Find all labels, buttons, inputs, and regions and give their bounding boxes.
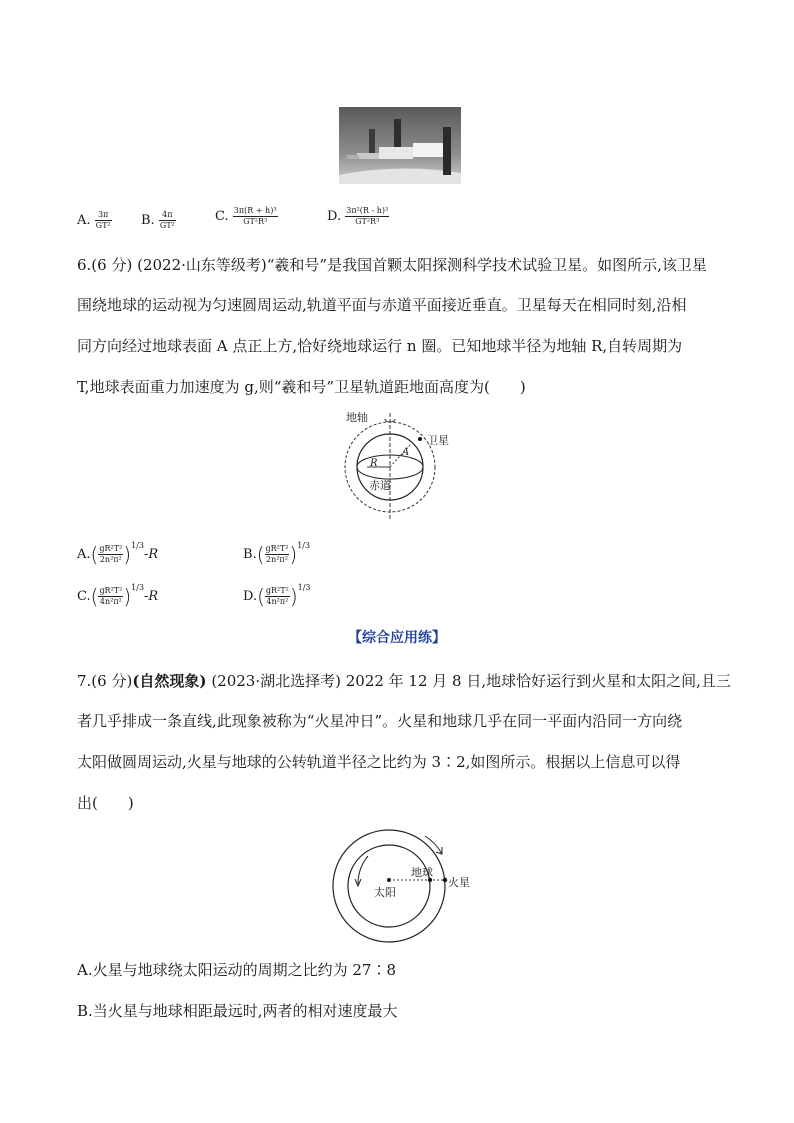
svg-text:R: R bbox=[370, 458, 378, 469]
q6-option-c[interactable]: C.( $\frac{\text{gR²T²}}{\text{4n²π²}}$ )$^{1/3}$-R bbox=[77, 583, 159, 609]
q5-d-fraction: $\frac{\text{3π²(R - h)³}}{\text{GT²R³}}$ bbox=[346, 206, 389, 226]
q5-option-b[interactable]: B. $\frac{4\pi}{\text{GT²}}$ bbox=[141, 210, 175, 230]
mars-dot bbox=[443, 878, 447, 882]
q7-option-a[interactable]: A.火星与地球绕太阳运动的周期之比约为 27∶8 bbox=[77, 961, 397, 979]
space-station-photo bbox=[339, 107, 461, 184]
q5-b-fraction: $\frac{4\pi}{\text{GT²}}$ bbox=[159, 210, 175, 230]
q5-option-d[interactable]: D. $\frac{\text{3π²(R - h)³}}{\text{GT²R³}}$ bbox=[327, 206, 389, 226]
svg-text:赤道: 赤道 bbox=[369, 479, 391, 492]
q6-option-d[interactable]: D.( $\frac{\text{gR²T²}}{\text{4n²π²}}$ )$^{1/3}$ bbox=[243, 583, 311, 609]
svg-text:地轴: 地轴 bbox=[346, 411, 368, 424]
q5-a-fraction: $\frac{3\pi}{\text{GT²}}$ bbox=[95, 210, 111, 230]
solar-orbits-figure bbox=[328, 826, 478, 946]
q7-stem-line-4: 出( ) bbox=[77, 794, 134, 812]
satellite-dot bbox=[418, 437, 422, 441]
svg-text:地球: 地球 bbox=[411, 866, 433, 879]
svg-text:卫星: 卫星 bbox=[427, 434, 449, 447]
q7-stem-line-1: 7.(6 分)(自然现象) (2023·湖北选择考) 2022 年 12 月 8 日,地球恰好运行到火星和太阳之间,且三 bbox=[77, 672, 731, 690]
q6-stem-line-4: T,地球表面重力加速度为 g,则“羲和号”卫星轨道距地面高度为( ) bbox=[77, 378, 526, 396]
q7-option-b[interactable]: B.当火星与地球相距最远时,两者的相对速度最大 bbox=[77, 1002, 398, 1020]
q7-stem-line-2: 者几乎排成一条直线,此现象被称为“火星冲日”。火星和地球几乎在同一平面内沿同一方向绕 bbox=[77, 712, 683, 730]
section-title: 【综合应用练】 bbox=[348, 630, 446, 646]
svg-text:A: A bbox=[402, 447, 410, 458]
q5-option-a[interactable]: A. $\frac{3\pi}{\text{GT²}}$ bbox=[77, 210, 111, 230]
svg-text:火星: 火星 bbox=[448, 876, 470, 889]
q6-option-b[interactable]: B.( $\frac{\text{gR²T²}}{\text{2n²π²}}$ )$^{1/3}$ bbox=[243, 541, 311, 567]
q5-c-fraction: $\frac{\text{3π(R + h)³}}{\text{GT²R³}}$ bbox=[233, 206, 277, 226]
q7-stem-line-3: 太阳做圆周运动,火星与地球的公转轨道半径之比约为 3∶2,如图所示。根据以上信息可以得 bbox=[77, 753, 681, 771]
q6-option-a[interactable]: A.( $\frac{\text{gR²T²}}{\text{2n²π²}}$ )$^{1/3}$-R bbox=[77, 541, 159, 567]
q6-stem-line-2: 围绕地球的运动视为匀速圆周运动,轨道平面与赤道平面接近垂直。卫星每天在相同时刻,沿相 bbox=[77, 296, 687, 314]
q6-stem-line-1: 6.(6 分) (2022·山东等级考)“羲和号”是我国首颗太阳探测科学技术试验卫星。如图所示,该卫星 bbox=[77, 256, 707, 274]
earth-orbit-figure bbox=[340, 405, 470, 523]
q6-stem-line-3: 同方向经过地球表面 A 点正上方,恰好绕地球运行 n 圈。已知地球半径为地轴 R,自转周期为 bbox=[77, 337, 683, 355]
svg-text:太阳: 太阳 bbox=[374, 886, 396, 899]
q5-option-c[interactable]: C. $\frac{\text{3π(R + h)³}}{\text{GT²R³}}$ bbox=[215, 206, 277, 226]
earth-direction-arrow bbox=[358, 856, 368, 884]
